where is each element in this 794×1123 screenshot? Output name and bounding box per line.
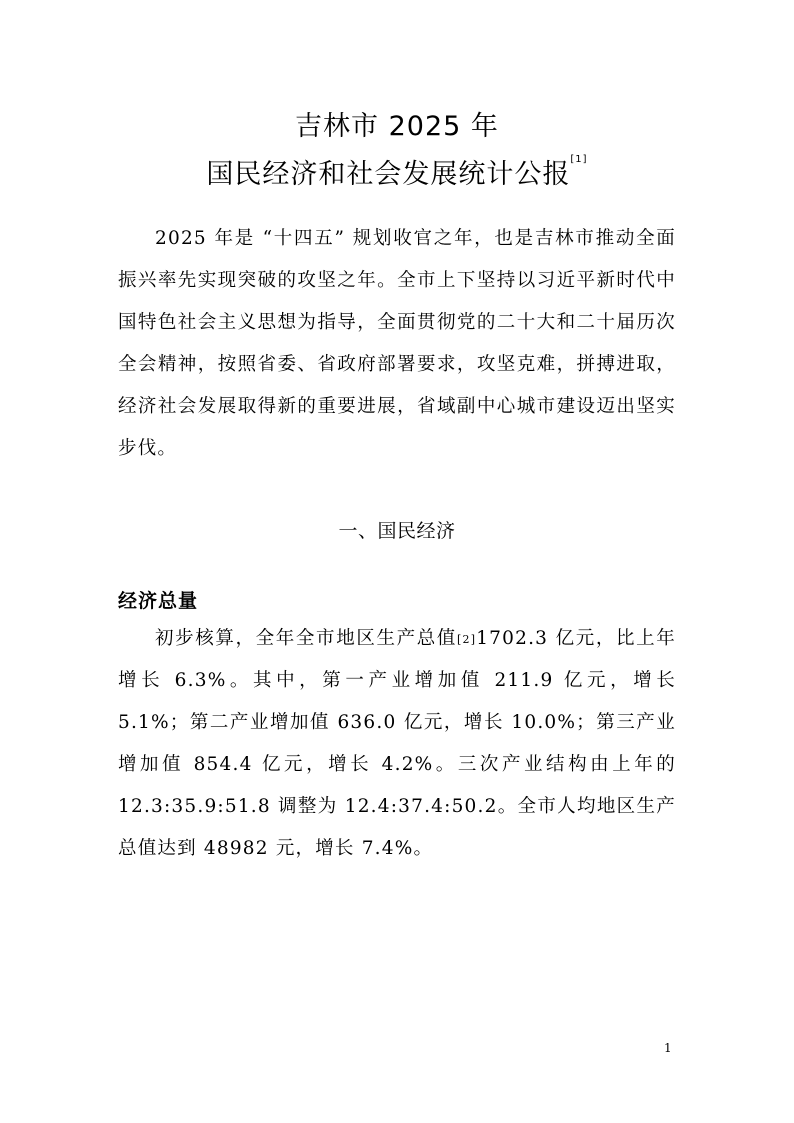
- title-footnote-ref[interactable]: [1]: [570, 154, 588, 165]
- subsection-heading: 经济总量: [118, 590, 199, 612]
- title-line-1-text: 吉林市 2025 年: [295, 111, 499, 142]
- page-number: 1: [664, 1041, 672, 1055]
- intro-paragraph: 2025 年是 “十四五” 规划收官之年，也是吉林市推动全面振兴率先实现突破的攻坚之年。全市上下坚持以习近平新时代中国特色社会主义思想为指导，全面贯彻党的二十大和二十届历次全会精神，按照省委、省政府部署要求，攻坚克难，拼搏进取，经济社会发展取得新的重要进展，省域副中心城市建设迈出坚实步伐。: [118, 228, 676, 459]
- economy-text-after-ref: 1702.3 亿元，比上年增长 6.3%。其中，第一产业增加值 211.9 亿元，增长 5.1%；第二产业增加值 636.0 亿元，增长 10.0%；第三产业增加值 854.4 亿元，增长 4.2%。三次产业结构由上年的 12.3:35.9:51.8 调整为 12.4:37.4:50.2。全市人均地区生产总值达到 48982 元，增长 7.4%。: [118, 628, 676, 859]
- report-title-line-2: [0, 152, 794, 191]
- economy-footnote-ref[interactable]: [2]: [457, 633, 477, 646]
- economy-paragraph: [118, 618, 676, 870]
- report-title-line-1: [0, 104, 794, 143]
- economy-text-before-ref: 初步核算，全年全市地区生产总值: [155, 628, 457, 649]
- section-heading: 一、国民经济: [338, 520, 456, 542]
- title-line-2-text: 国民经济和社会发展统计公报: [206, 159, 571, 190]
